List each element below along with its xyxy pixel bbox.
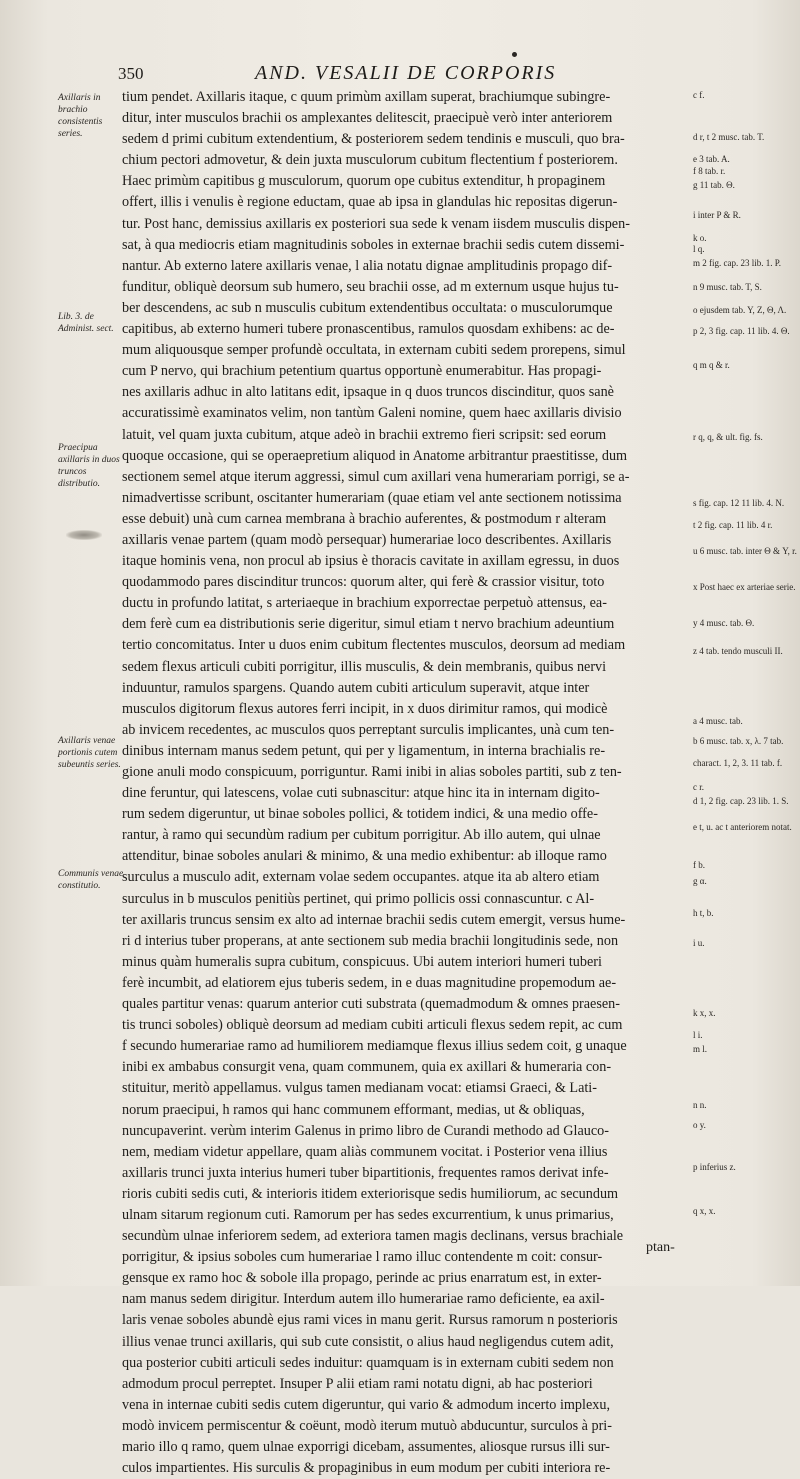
right-margin-note: u 6 musc. tab. inter Θ & Y, r. [693,546,797,556]
text-line: attenditur, binae soboles anulari & minimo, & una medio exhibentur: ab illoque ramo [122,848,607,865]
text-line: surculus a musculo adit, externam volae sedem occupantes. atque ita ab altero etiam [122,869,600,886]
right-margin-note: e 3 tab. A. [693,154,730,164]
text-line: accuratissimè examinatos velim, non tantùm Galeni nomine, quem haec axillaris divisio [122,405,622,422]
text-line: itaque hominis vena, non procul ab ipsius è thoracis cavitate in axillam egressu, in duos [122,553,620,570]
left-margin-note: Axillaris venae portionis cutem subeuntis series. [58,736,121,770]
text-line: ulnam sitarum regionum cuti. Ramorum per has sedes excurrentium, k unus primarius, [122,1206,614,1223]
text-line: mario illo q ramo, quem ulnae exporrigi dicebam, assumentes, aliosque rursus illi sur- [122,1439,610,1455]
right-margin-note: r q, q, & ult. fig. fs. [693,432,763,442]
text-line: ferè incumbit, ad elatiorem ejus tuberis sedem, in e duas magnitudine propemodum ae- [122,974,617,991]
text-line: Haec primùm capitibus g musculorum, quorum ope cubitus extenditur, h propaginem [122,173,606,190]
right-margin-note: c f. [693,90,705,100]
right-margin-note: l q. [693,244,705,254]
right-margin-note: s fig. cap. 12 11 lib. 4. N. [693,498,785,508]
text-line: culos impartientes. His surculis & propaginibus in eum modum per cubiti interiora re- [122,1460,611,1477]
right-margin-note: k x, x. [693,1008,716,1018]
text-line: minus quàm humeralis supra cubitum, conspicuus. Ubi autem interiori humeri tuberi [122,953,602,970]
right-margin-note: i u. [693,938,705,948]
text-line: axillaris venae partem (quam modò persequar) humerariae loco describentes. Axillaris [122,531,612,548]
text-line: f secundo humerariae ramo ad humiliorem mediamque flexus illius sedem coit, g unaque [122,1038,627,1055]
text-line: sedem d primi cubitum extendentium, & posteriorem sedem tendinis e musculi, quo bra- [122,131,625,148]
text-line: sat, à qua mediocris etiam magnitudinis soboles in externae brachii sedis cutem dissemi- [122,236,625,253]
text-line: tur. Post hanc, demissius axillaris ex posteriori sua sede k venam iisdem musculis dispen- [122,215,630,232]
text-line: gensque ex ramo hoc & sobole illa propago, perinde ac prius enarratum est, in exter- [122,1270,602,1287]
text-line: quales partitur venas: quarum anterior cuti substrata (quemadmodum & omnes praesen- [122,996,620,1013]
text-line: chium pectori admovetur, & dein juxta musculorum cubitum flectentium f posteriorem. [122,152,618,169]
text-line: stituitur, meritò appellamus. vulgus tamen medianam vocat: etiamsi Graeci, & Lati- [122,1080,597,1097]
right-margin-note: o y. [693,1120,706,1130]
left-margin-note: Praecipua axillaris in duos truncos distributio. [58,443,120,489]
text-line: induuntur, ramulos spargens. Quando autem cubiti articulum superavit, atque inter [122,679,590,696]
right-margin-note: x Post haec ex arteriae serie. [693,582,796,592]
ink-ornament [66,530,102,540]
right-margin-note: o ejusdem tab. Y, Z, Θ, Λ. [693,305,787,315]
text-line: mum aliquousque semper profundè occultata, in externam cubiti sedem prorepens, simul [122,342,626,359]
text-line: dem ferè cum ea distributionis serie digeritur, simul etiam t nervo brachium adeuntium [122,616,615,633]
right-margin-note: charact. 1, 2, 3. 11 tab. f. [693,758,783,768]
running-title: AND. VESALII DE CORPORIS [255,62,557,84]
text-line: offert, illis i venulis è regione eductam, quae ab ipsa in glandulas hic repositas digerun- [122,194,618,211]
right-margin-note: q m q & r. [693,360,730,370]
right-margin-note: p inferius z. [693,1162,736,1172]
left-margin-note: Axillaris in brachio consistentis series. [58,93,103,139]
text-line: norum praecipui, h ramos qui hanc communem efformant, medias, ut & obliquas, [122,1101,585,1118]
text-line: funditur, obliquè deorsum sub humero, seu brachii osse, ad m externum usque hujus tu- [122,278,619,295]
text-line: ter axillaris truncus sensim ex alto ad internae brachii sedis cutem emergit, versus hume- [122,911,626,928]
right-margin-note: c r. [693,782,704,792]
text-line: esse debuit) unà cum carnea membrana à brachio auferentes, & postmodum r alteram [122,510,607,527]
right-margin-note: t 2 fig. cap. 11 lib. 4 r. [693,520,773,530]
right-margin-note: y 4 musc. tab. Θ. [693,618,755,628]
right-margin-note: p 2, 3 fig. cap. 11 lib. 4. Θ. [693,326,790,336]
page-header [110,62,710,88]
text-line: cum P nervo, qui brachium petentium quartus opportunè enumerabitur. Has propagi- [122,363,602,380]
text-line: axillaris trunci juxta interius humeri tuber bipartitionis, frequentes ramos derivat infe- [122,1164,609,1181]
right-margin-note: d r, t 2 musc. tab. T. [693,132,765,142]
text-line: tium pendet. Axillaris itaque, c quum primùm axillam superat, brachiumque subingre- [122,89,611,105]
right-margin-note: m 2 fig. cap. 23 lib. 1. P. [693,258,781,268]
text-line: nes axillaris adhuc in alto latitans edit, ipsaque in q duos truncos discinditur, quos sanè [122,384,614,401]
right-margin-note: n n. [693,1100,707,1110]
right-margin-note: f 8 tab. r. [693,166,726,176]
right-margin-note: d 1, 2 fig. cap. 23 lib. 1. S. [693,796,789,806]
right-margin-note: k o. [693,233,707,243]
text-line: ber descendens, ac sub n musculis cubitum extendentibus occultata: o musculorumque [122,299,613,316]
right-margin-note: m l. [693,1044,708,1054]
text-line: tis trunci soboles) obliquè deorsum ad mediam cubiti articuli flexus sedem repit, ac cum [122,1017,623,1034]
left-margin-note: Communis venae constitutio. [58,869,124,891]
text-line: dinibus internam manus sedem petunt, qui per y ligamentum, in interna brachialis re- [122,742,606,759]
catchword: ptan- [646,1240,675,1255]
text-line: secundùm ulnae inferiorem sedem, ad exteriora tamen magis declinans, versus brachiale [122,1228,624,1245]
text-line: rum sedem digeruntur, ut binae soboles pollici, & totidem indici, & una medio offe- [122,806,598,823]
text-line: ri d interius tuber properans, at ante sectionem sub media brachii longitudinis sede, non [122,932,619,949]
text-line: rioris cubiti sedis cuti, & interioris itidem exteriorisque sedis humiliorum, ac secundum [122,1185,619,1202]
text-line: laris venae soboles abundè ejus rami vices in manu gerit. Rursus ramorum n posterioris [122,1312,618,1329]
right-margin-note: n 9 musc. tab. T, S. [693,282,762,292]
text-line: illius venae trunci axillaris, qui sub cute consistit, o alius haud negligendus cutem adit, [122,1333,614,1350]
text-line: nem, mediam videtur appellare, quam aliàs communem vocitat. i Posterior vena illius [122,1143,608,1160]
text-line: gione anuli modo conspicuum, porriguntur. Rami inibi in alias soboles partiti, sub z ten- [122,764,622,780]
text-line: quoque occasione, qui se operaepretium aliquod in Anatome arbitrantur praestitisse, dum [122,447,628,464]
text-line: sectionem semel atque iterum aggressi, simul cum axillari vena humerariam porrigi, se a- [122,468,630,485]
text-line: nimadvertisse scribunt, oscitanter humerariam (quae etiam vel ante sectionem notissima [122,489,622,506]
text-line: capitibus, ab externo humeri tubere pronascentibus, ramulos quosdam exhibens: ac de- [122,321,615,338]
text-line: inibi ex ambabus consurgit vena, quam communem, quia ex axillari & humeraria con- [122,1059,612,1076]
page-number: 350 [118,64,144,83]
text-line: tertio concomitatus. Inter u duos enim cubitum flectentes musculos, deorsum ad mediam [122,637,626,654]
text-line: sedem flexus articuli cubiti porrigitur, illis musculis, & dein membranis, quibus nervi [122,658,607,675]
body-text [122,87,690,1479]
text-line: surculus in b musculos penitiùs pertinet, qui primo pollicis ossi connascuntur. c Al- [122,890,595,907]
left-margin-note: Lib. 3. de Administ. sect. [58,312,114,334]
text-line: quodammodo pares discinditur truncos: quorum alter, qui ferè & crassior visitur, toto [122,574,605,591]
right-margin-note: l i. [693,1030,703,1040]
text-line: ditur, inter musculos brachii os amplexantes delitescit, praecipuè verò inter anteriorem [122,110,613,127]
text-line: ductu in profundo latitat, s arteriaeque in brachium exporrectae perpetuò attensus, ea- [122,595,607,612]
text-line: musculos digitorum flexus autores ferri incipit, in x duos dirimitur ramos, qui modicè [122,700,608,717]
text-line: latuit, vel quam juxta cubitum, atque adeò in brachii extremo fieri scripsit: sed eorum [122,426,607,443]
text-line: nam manus sedem dirigitur. Interdum autem illo humerariae ramo deficiente, ea axil- [122,1291,605,1308]
right-margin-note: q x, x. [693,1206,716,1216]
right-margin-note: g α. [693,876,707,886]
text-line: qua posterior cubiti articuli sedes induitur: quamquam is in externam cubiti sedem non [122,1354,614,1371]
right-margin-note: g 11 tab. Θ. [693,180,735,190]
text-line: nantur. Ab externo latere axillaris venae, l alia notatu dignae amplitudinis propago dif- [122,257,613,274]
right-margin-note: z 4 tab. tendo musculi II. [693,646,783,656]
right-margin-note: h t, b. [693,908,714,918]
text-line: ab invicem recedentes, ac musculos quos perreptant surculis implicantes, unà cum ten- [122,721,615,738]
right-margin-note: f b. [693,860,705,870]
right-margin-note: b 6 musc. tab. x, λ. 7 tab. [693,736,784,746]
printer-dot [512,52,517,57]
text-line: porrigitur, & ipsius soboles cum humerariae l ramo illuc contendente m coit: consur- [122,1249,603,1266]
right-margin-note: e t, u. ac t anteriorem notat. [693,822,792,832]
text-line: rantur, à ramo qui secundùm radium per cubitum porrigitur. Ab illo autem, qui ulnae [122,827,601,844]
text-line: admodum procul perreptet. Insuper P alii etiam rami notatu digni, ab hac posteriori [122,1375,593,1392]
right-margin-note: i inter P & R. [693,210,741,220]
text-line: nuncupaverint. verùm interim Galenus in primo libro de Curandi methodo ad Glauco- [122,1122,609,1139]
text-line: modò invicem permiscentur & coëunt, modò iterum mutuò abducuntur, surculos à pri- [122,1417,612,1434]
text-line: dine feruntur, qui latescens, volae cuti subnascitur: atque hinc ita in internam digito- [122,785,600,802]
text-line: vena in internae cubiti sedis cutem digeruntur, qui vario & admodum incerto implexu, [122,1396,610,1413]
right-margin-note: a 4 musc. tab. [693,716,743,726]
